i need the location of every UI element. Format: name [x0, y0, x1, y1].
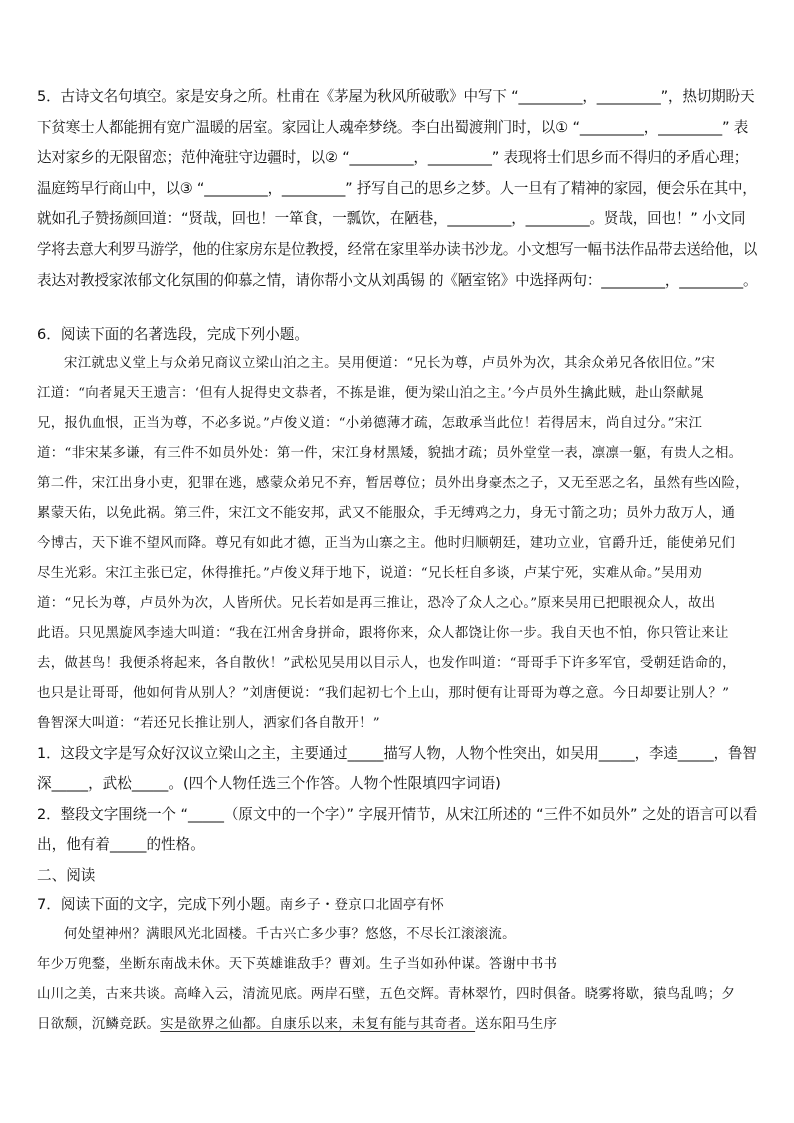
q6-sub2-line-2: 出，他有着_____的性格。 [37, 836, 205, 853]
q7-text-line: 山川之美，古来共谈。高峰入云，清流见底。两岸石壁，五色交辉。青林翠竹，四时俱备。晓雾将歇，猿鸟乱鸣；夕 [37, 987, 736, 1002]
q5-line-1: 5．古诗文名句填空。家是安身之所。杜甫在《茅屋为秋风所破歌》中写下 “_________，_________”，热切期盼天 [37, 88, 755, 105]
section-heading: 二、阅读 [37, 867, 96, 884]
q5-line-4: 温庭筠早行商山中，以③ “_________，_________” 抒写自己的思乡之梦。人一旦有了精神的家园，便会乐在其中， [37, 180, 757, 197]
q6-passage-line: 累蒙天佑，以免此祸。第三件，宋江文不能安邦，武又不能服众，手无缚鸡之力，身无寸箭之功；员外力敌万人，通 [37, 506, 736, 521]
next-title: 送东阳马生序 [475, 1017, 558, 1032]
q5-line-5: 就如孔子赞扬颜回道：“贤哉，回也！一箪食，一瓢饮，在陋巷，_________，_________。贤哉，回也！” 小文同 [37, 210, 746, 227]
underlined-sentence: 实是欲界之仙都。自康乐以来，未复有能与其奇者。 [160, 1017, 476, 1032]
poem-title: 南乡子・登京口北固亭有怀 [279, 898, 445, 913]
q6-passage-line: 此语。只见黑旋风李逵大叫道：“我在江州舍身拼命，跟将你来，众人都饶让你一步。我自天也不怕，你只管让来让 [37, 626, 729, 641]
q6-passage-line: 今博古，天下谁不望风而降。尊兄有如此才德，正当为山寨之主。他时归顺朝廷，建功立业，官爵升迁，能使弟兄们 [37, 536, 736, 551]
q6-passage-line: 去，做甚鸟！我便杀将起来，各自散伙！”武松见吴用以目示人，也发作叫道：“哥哥手下许多军官，受朝廷诰命的， [37, 656, 736, 671]
q6-heading: 6．阅读下面的名著选段，完成下列小题。 [37, 326, 309, 343]
q6-sub1-line-2: 深_____，武松_____。(四个人物任选三个作答。人物个性限填四字词语) [37, 775, 501, 792]
q6-sub2-line-1: 2．整段文字围绕一个 “_____（原文中的一个字）” 字展开情节，从宋江所述的 “三件不如员外” 之处的语言可以看 [37, 806, 758, 823]
q7-heading-line [37, 893, 444, 914]
q5-line-2: 下贫寒士人都能拥有宽广温暖的居室。家园让人魂牵梦绕。李白出蜀渡荆门时，以① “_________，_________” 表 [37, 119, 749, 136]
q5-line-7: 表达对教授家浓郁文化氛围的仰慕之情，请你帮小文从刘禹锡 的《陋室铭》中选择两句：_________，_________。 [37, 272, 758, 289]
q7-text-line [37, 1013, 557, 1032]
q7-heading: 7．阅读下面的文字，完成下列小题。 [37, 896, 280, 913]
q6-sub1-line-1: 1．这段文字是写众好汉议立梁山之主，主要通过_____描写人物，人物个性突出，如吴用_____，李逵_____，鲁智 [37, 745, 757, 762]
q6-passage-line: 江道：“向者晁天王遗言：‘但有人捉得史文恭者，不拣是谁，便为梁山泊之主。’今卢员外生擒此贼，赴山祭献晁 [37, 386, 704, 401]
q7-text-line: 年少万兜鍪，坐断东南战未休。天下英雄谁敌手？曹刘。生子当如孙仲谋。答谢中书书 [37, 957, 558, 972]
q5-line-3: 达对家乡的无限留恋；范仲淹驻守边疆时，以② “_________，_________” 表现将士们思乡而不得归的矛盾心理； [37, 149, 749, 166]
q6-passage-line: 鲁智深大叫道：“若还兄长推让别人，洒家们各自散开！” [37, 716, 380, 731]
q7-text-line: 何处望神州？满眼风光北固楼。千古兴亡多少事？悠悠，不尽长江滚滚流。 [64, 927, 516, 942]
q6-passage-line: 道：“兄长为尊，卢员外为次，人皆所伏。兄长若如是再三推让，恐冷了众人之心。”原来吴用已把眼视众人，故出 [37, 596, 716, 611]
q6-passage-line: 尽生光彩。宋江主张已定，休得推托。”卢俊义拜于地下，说道：“兄长枉自多谈，卢某宁死，实难从命。”吴用劝 [37, 566, 703, 581]
q6-passage-line: 道：“非宋某多谦，有三件不如员外处：第一件，宋江身材黑矮，貌拙才疏；员外堂堂一表，凛凛一躯，有贵人之相。 [37, 446, 743, 461]
q6-passage-line: 第二件，宋江出身小吏，犯罪在逃，感蒙众弟兄不弃，暂居尊位；员外出身豪杰之子，又无至恶之名，虽然有些凶险， [37, 476, 749, 491]
q5-line-6: 学将去意大利罗马游学，他的住家房东是位教授，经常在家里举办读书沙龙。小文想写一幅书法作品带去送给他，以 [37, 241, 758, 258]
q6-passage-line: 也只是让哥哥，他如何肯从别人？”刘唐便说：“我们起初七个上山，那时便有让哥哥为尊之意。今日却要让别人？” [37, 686, 730, 701]
q6-passage-line: 兄，报仇血恨，正当为尊，不必多说。”卢俊义道：“小弟德薄才疏，怎敢承当此位！若得居末，尚自过分。”宋江 [37, 416, 703, 431]
q6-passage-line: 宋江就忠义堂上与众弟兄商议立梁山泊之主。吴用便道：“兄长为尊，卢员外为次，其余众弟兄各依旧位。”宋 [64, 356, 716, 371]
q7-text-prefix: 日欲颓，沉鳞竞跃。 [37, 1017, 161, 1032]
